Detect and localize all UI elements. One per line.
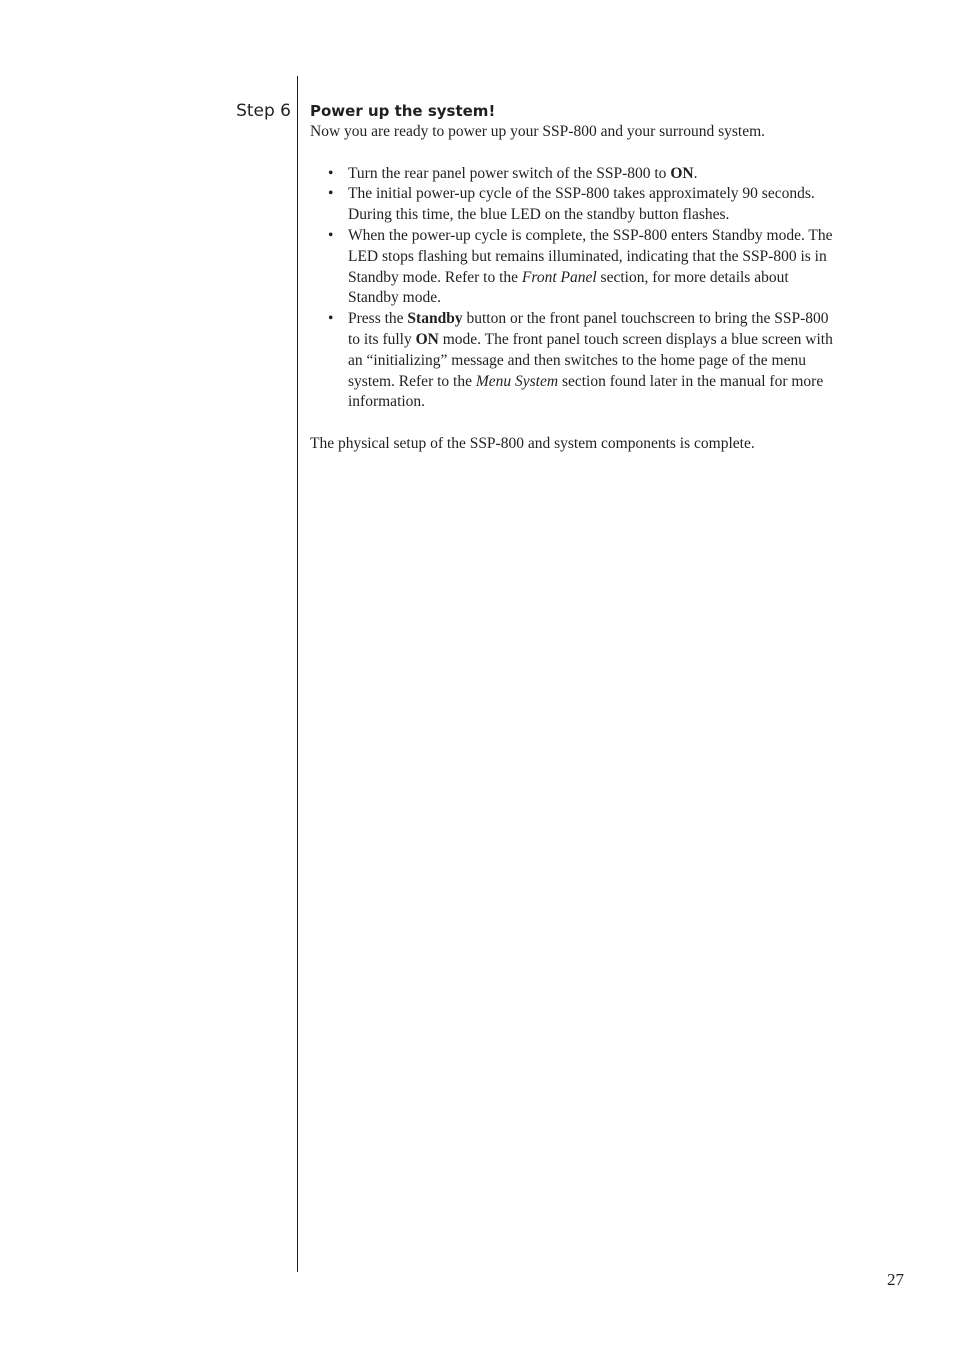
step-label: Step 6 [236,101,291,121]
bullet-icon: • [328,310,334,328]
list-item-text: When the power-up cycle is complete, the SSP-800 enters Standby mode. The LED stops flashing but remains illuminated, indicating that the SSP-800 is in Standby mode. Refer to the [348,226,833,286]
menu-system-reference: Menu System [475,372,559,390]
bullet-icon: • [328,185,334,203]
list-item-text: Turn the rear panel power switch of the SSP-800 to [348,164,671,182]
list-item-text: Press the [348,310,408,328]
closing-paragraph: The physical setup of the SSP-800 and system components is complete. [310,434,755,452]
step-title: Power up the system! [310,102,496,120]
list-item-text: The initial power-up cycle of the SSP-800 takes approximately 90 seconds. During this time, the blue LED on the standby button flashes. [348,185,815,224]
bullet-list [310,164,840,414]
list-item-text: button or the front panel touchscreen to bring the SSP-800 to its fully [348,310,829,348]
emphasis-on: ON [670,164,694,182]
step-content [310,100,840,455]
list-item-text: section, for more details about Standby mode. [348,268,789,307]
bullet-icon: • [328,226,334,244]
front-panel-reference: Front Panel [521,268,597,286]
list-item [310,226,840,309]
margin-rule [297,76,298,1272]
emphasis-on: ON [415,330,439,348]
list-item [310,164,840,185]
list-item-text: section found later in the manual for more information. [348,372,824,411]
list-item-text: mode. The front panel touch screen displays a blue screen with an “initializing” message and then switches to the home page of the menu system. Refer to the [348,330,833,390]
list-item [310,309,840,413]
list-item-text: . [693,164,698,182]
bullet-icon: • [328,164,334,182]
list-item [310,184,840,226]
page-number: 27 [887,1270,904,1289]
emphasis-standby: Standby [407,310,463,328]
intro-paragraph: Now you are ready to power up your SSP-800 and your surround system. [310,123,766,140]
